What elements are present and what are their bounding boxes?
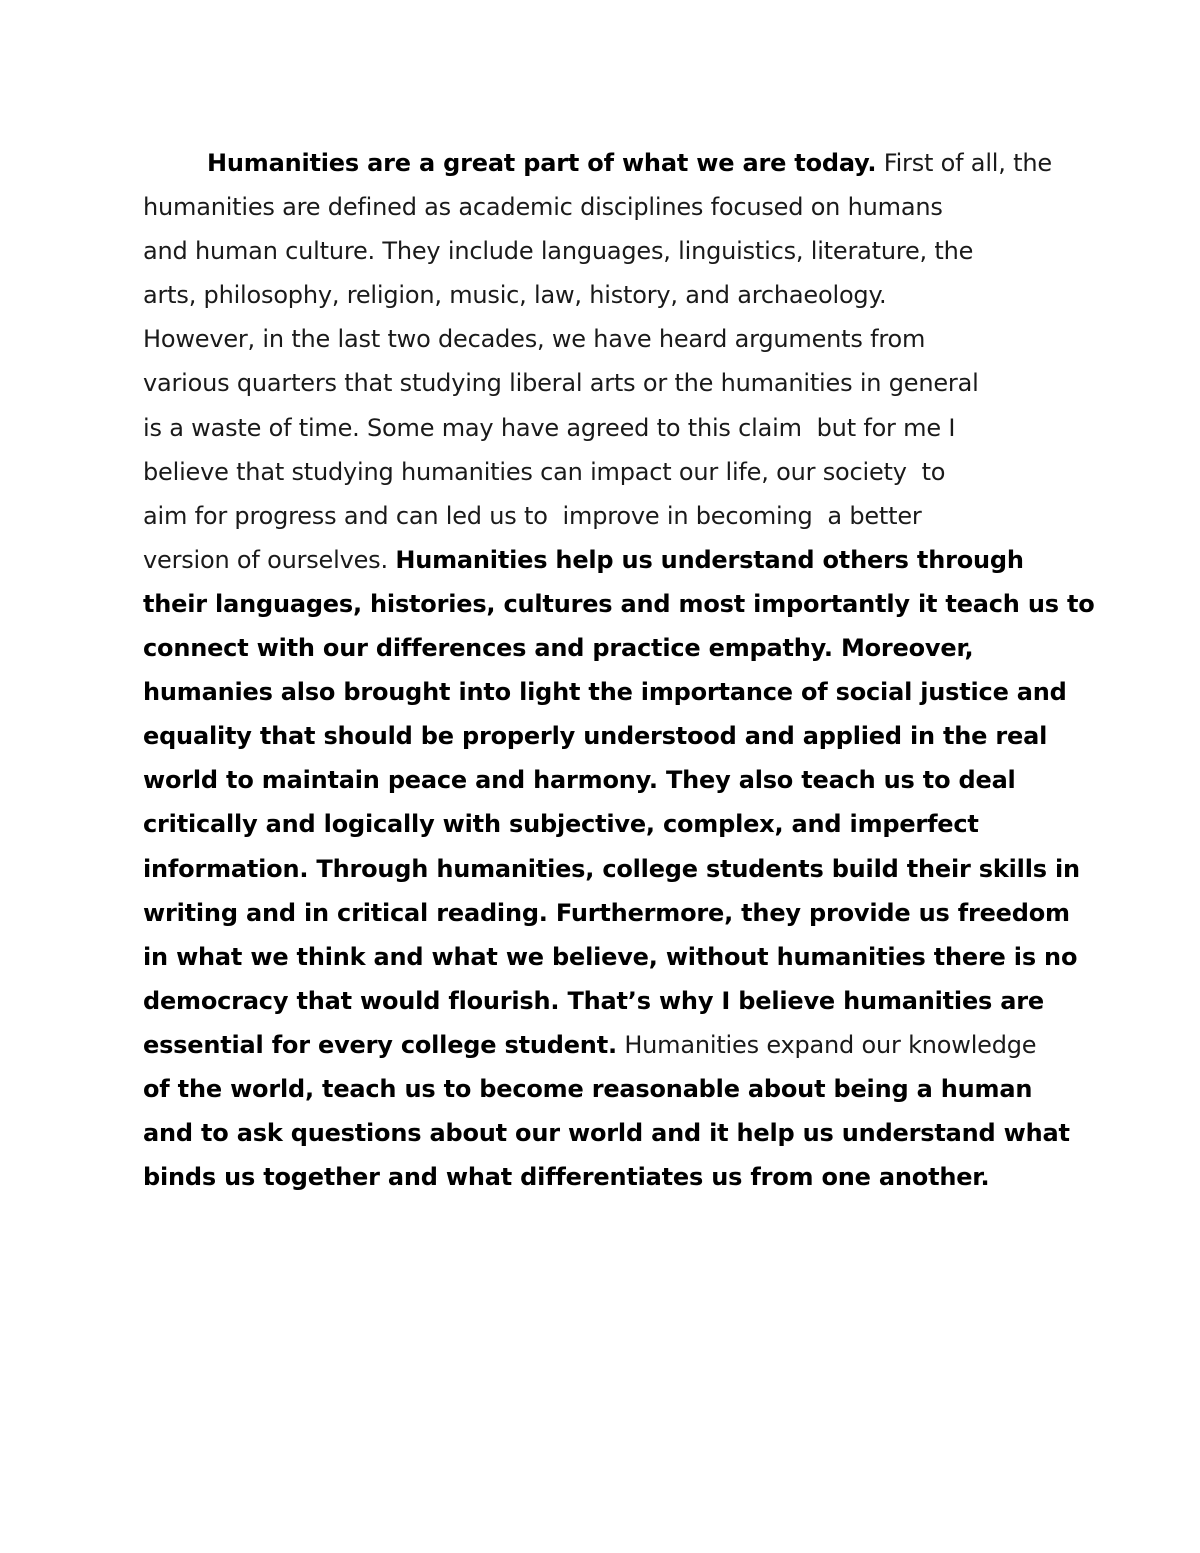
essay-text-segment: is a waste of time. Some may have agreed to this claim but for me I — [143, 413, 956, 442]
essay-line — [143, 847, 1080, 891]
essay-line — [143, 273, 1073, 317]
essay-text-segment: However, in the last two decades, we have heard arguments from — [143, 325, 926, 354]
essay-text-segment: writing and in critical reading. Furthermore, they provide us freedom — [143, 898, 1070, 927]
essay-text-segment: Humanities help us understand others through — [395, 545, 1024, 574]
essay-text-segment: in what we think and what we believe, without humanities there is no — [143, 942, 1078, 971]
essay-text-segment: their languages, histories, cultures and most importantly it teach us to — [143, 589, 1095, 618]
essay-line — [143, 141, 1073, 185]
essay-line — [143, 406, 1073, 450]
essay-line — [143, 317, 1073, 361]
essay-text-segment: information. Through humanities, college students build their skills in — [143, 854, 1080, 883]
essay-text-segment: version of ourselves. — [143, 545, 396, 574]
essay-line — [143, 802, 1073, 846]
essay-line — [143, 1155, 1073, 1199]
essay-paragraph — [143, 141, 1095, 1199]
essay-line — [143, 935, 1078, 979]
essay-text-segment: humanities are defined as academic disciplines focused on humans — [143, 193, 943, 222]
essay-text-segment: various quarters that studying liberal arts or the humanities in general — [143, 369, 979, 398]
essay-line — [143, 626, 1073, 670]
essay-line — [143, 1111, 1073, 1155]
essay-text-segment: and to ask questions about our world and it help us understand what — [143, 1119, 1070, 1148]
essay-text-segment: Humanities are a great part of what we are today. — [207, 149, 877, 177]
essay-text-segment: of the world, teach us to become reasonable about being a human — [143, 1074, 1033, 1103]
essay-text-segment: binds us together and what differentiates us from one another. — [143, 1163, 990, 1192]
essay-text-segment: Humanities expand our knowledge — [616, 1030, 1037, 1059]
essay-line — [143, 582, 1095, 626]
essay-text-segment: believe that studying humanities can impact our life, our society to — [143, 457, 946, 486]
essay-text-segment: connect with our differences and practice empathy. Moreover, — [143, 634, 974, 663]
essay-line — [143, 1067, 1073, 1111]
essay-line — [143, 714, 1073, 758]
essay-line — [143, 891, 1073, 935]
essay-line — [143, 758, 1073, 802]
essay-text-segment: First of all, the — [876, 149, 1052, 177]
essay-text-segment: critically and logically with subjective, complex, and imperfect — [143, 810, 979, 839]
essay-text-segment: equality that should be properly understood and applied in the real — [143, 722, 1048, 751]
essay-line — [143, 538, 1073, 582]
essay-line — [143, 450, 1073, 494]
essay-line — [143, 185, 1073, 229]
essay-text-segment: and human culture. They include languages, linguistics, literature, the — [143, 237, 974, 266]
essay-text-segment: aim for progress and can led us to improve in becoming a better — [143, 501, 922, 530]
essay-line — [143, 979, 1073, 1023]
essay-text-segment: democracy that would flourish. That’s why I believe humanities are — [143, 986, 1044, 1015]
essay-line — [143, 494, 1073, 538]
essay-text-segment: world to maintain peace and harmony. They also teach us to deal — [143, 766, 1016, 795]
essay-line — [143, 361, 1073, 405]
essay-line — [143, 1023, 1073, 1067]
essay-text-segment: arts, philosophy, religion, music, law, history, and archaeology. — [143, 281, 887, 310]
essay-line — [143, 670, 1073, 714]
essay-text-segment: essential for every college student. — [143, 1030, 617, 1059]
essay-text-segment: humanies also brought into light the importance of social justice and — [143, 678, 1067, 707]
essay-line — [143, 229, 1073, 273]
